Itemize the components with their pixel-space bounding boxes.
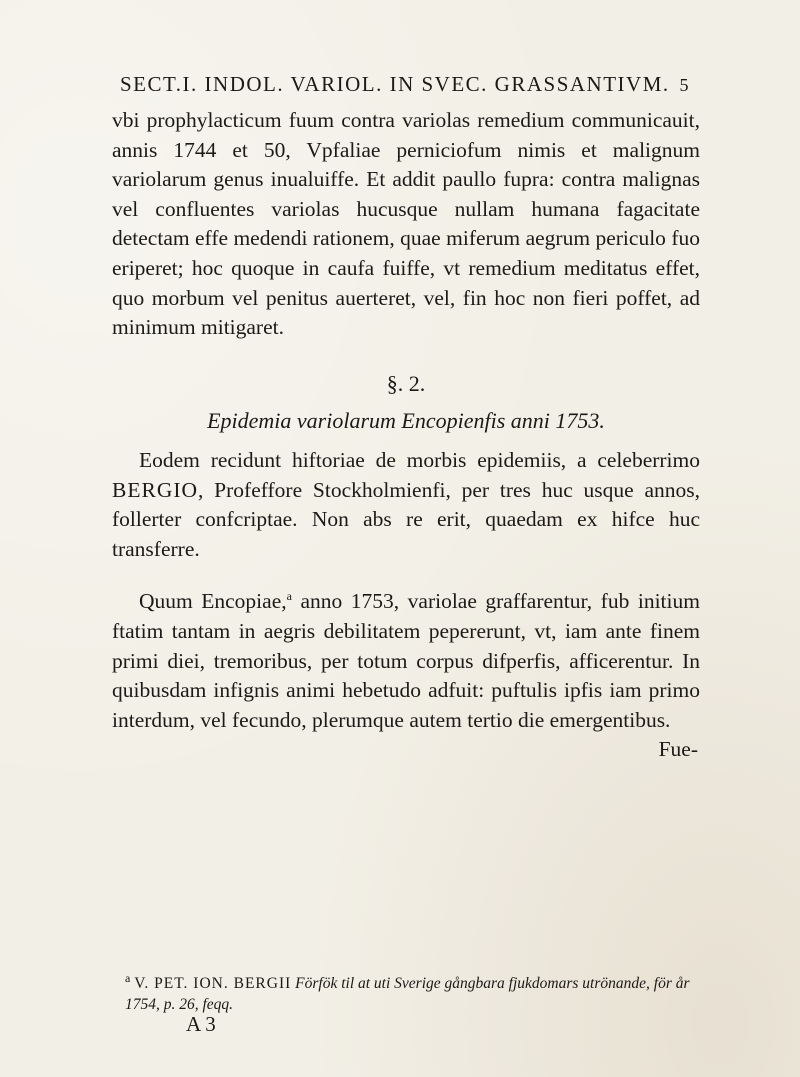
main-text bbox=[112, 106, 700, 765]
paragraph-3 bbox=[112, 582, 700, 735]
footnote bbox=[125, 968, 715, 1015]
footnote-ref: a bbox=[286, 589, 292, 604]
page-number: 5 bbox=[679, 75, 690, 95]
running-header bbox=[120, 72, 690, 97]
paragraph-3-after: anno 1753, variolae graffarentur, fub initium ftatim tantam in aegris debilitatem pepererunt, vt, iam ante finem primi diei, tremoribus, per totum corpus difperfis, afficerentur. In quibusdam infignis animi hebetudo adfuit: puftulis ipfis iam primo interdum, vel fecundo, plerumque autem tertio die emergentibus. bbox=[112, 589, 700, 732]
paragraph-2 bbox=[112, 446, 700, 564]
section-number: §. 2. bbox=[386, 370, 426, 396]
footnote-ref: V. PET. ION. BERGII bbox=[134, 975, 292, 993]
author-name: BERGIO bbox=[112, 477, 199, 502]
catchword: Fue- bbox=[658, 737, 698, 762]
header-title: INDOL. VARIOL. IN SVEC. GRASSANTIVM. bbox=[204, 72, 670, 96]
paragraph-2-after: , Profeffore Stockholmienfi, per tres huc usque annos, follerter confcriptae. Non abs re erit, quaedam ex hifce huc transferre. bbox=[112, 477, 700, 561]
section-title: Epidemia variolarum Encopienfis anni 1753. bbox=[207, 408, 605, 434]
paragraph-3-before: Quum Encopiae, bbox=[139, 589, 287, 614]
paragraph-2-before: Eodem recidunt hiftoriae de morbis epidemiis, a celeberrimo bbox=[139, 447, 700, 472]
header-title-group bbox=[120, 72, 670, 97]
footnote-marker: a bbox=[125, 971, 131, 985]
footnote-title: Förfök til at uti Sverige gångbara fjukdomars utrönande, för år 1754, p. 26, feqq. bbox=[125, 975, 690, 1014]
paragraph-1: vbi prophylacticum fuum contra variolas remedium communicauit, annis 1744 et 50, Vpfaliae perniciofum nimis et malignum variolarum genus inualuiffe. Et addit paullo fupra: contra malignas vel confluentes variolas hucusque nullam humana fagacitate detectam effe medendi rationem, quae miferum aegrum periculo fuo eriperet; hoc quoque in caufa fuiffe, vt remedium meditatus effet, quo morbum vel penitus auerteret, vel, fin hoc non fieri poffet, ad minimum mitigaret. bbox=[112, 108, 700, 340]
signature-mark: A 3 bbox=[186, 1012, 216, 1036]
header-section: SECT.I. bbox=[120, 72, 198, 96]
